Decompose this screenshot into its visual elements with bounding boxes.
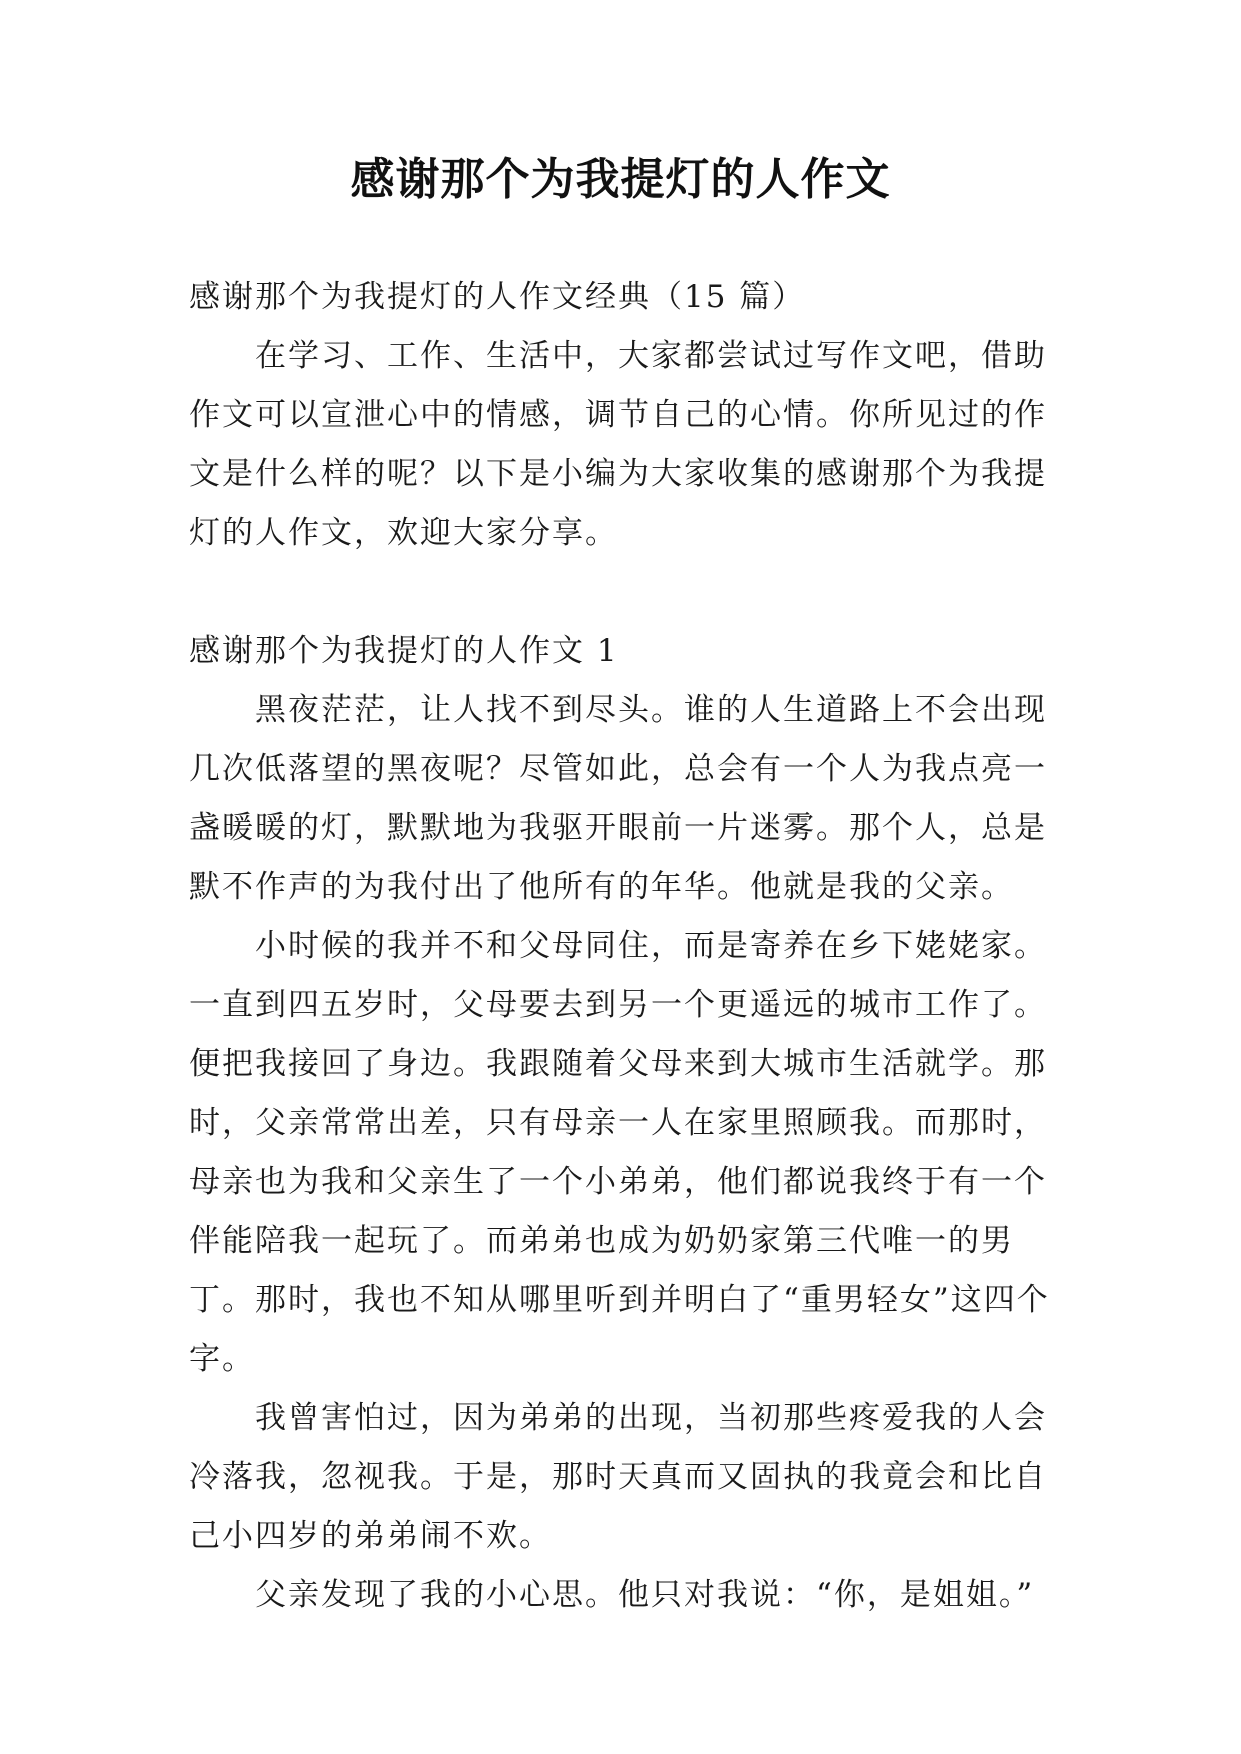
section-heading: 感谢那个为我提灯的人作文 1	[189, 633, 619, 669]
document-subtitle: 感谢那个为我提灯的人作文经典（15 篇）	[189, 279, 806, 315]
body-paragraph: 父亲发现了我的小心思。他只对我说：“你，是姐姐。”	[255, 1577, 1035, 1613]
document-body	[189, 268, 1051, 1625]
section-spacer	[189, 563, 1051, 622]
body-paragraph: 黑夜茫茫，让人找不到尽头。谁的人生道路上不会出现几次低落望的黑夜呢？尽管如此，总会有一个人为我点亮一盏暖暖的灯，默默地为我驱开眼前一片迷雾。那个人，总是默不作声的为我付出了他所有的年华。他就是我的父亲。	[189, 692, 1047, 905]
body-paragraph: 小时候的我并不和父母同住，而是寄养在乡下姥姥家。一直到四五岁时，父母要去到另一个更遥远的城市工作了。便把我接回了身边。我跟随着父母来到大城市生活就学。那时，父亲常常出差，只有母亲一人在家里照顾我。而那时，母亲也为我和父亲生了一个小弟弟，他们都说我终于有一个伴能陪我一起玩了。而弟弟也成为奶奶家第三代唯一的男丁。那时，我也不知从哪里听到并明白了“重男轻女”这四个字。	[189, 928, 1050, 1377]
document-title: 感谢那个为我提灯的人作文	[350, 154, 891, 205]
body-paragraph: 我曾害怕过，因为弟弟的出现，当初那些疼爱我的人会冷落我，忽视我。于是，那时天真而又固执的我竟会和比自己小四岁的弟弟闹不欢。	[189, 1400, 1047, 1554]
intro-paragraph: 在学习、工作、生活中，大家都尝试过写作文吧，借助作文可以宣泄心中的情感，调节自己的心情。你所见过的作文是什么样的呢？以下是小编为大家收集的感谢那个为我提灯的人作文，欢迎大家分享。	[189, 338, 1047, 551]
